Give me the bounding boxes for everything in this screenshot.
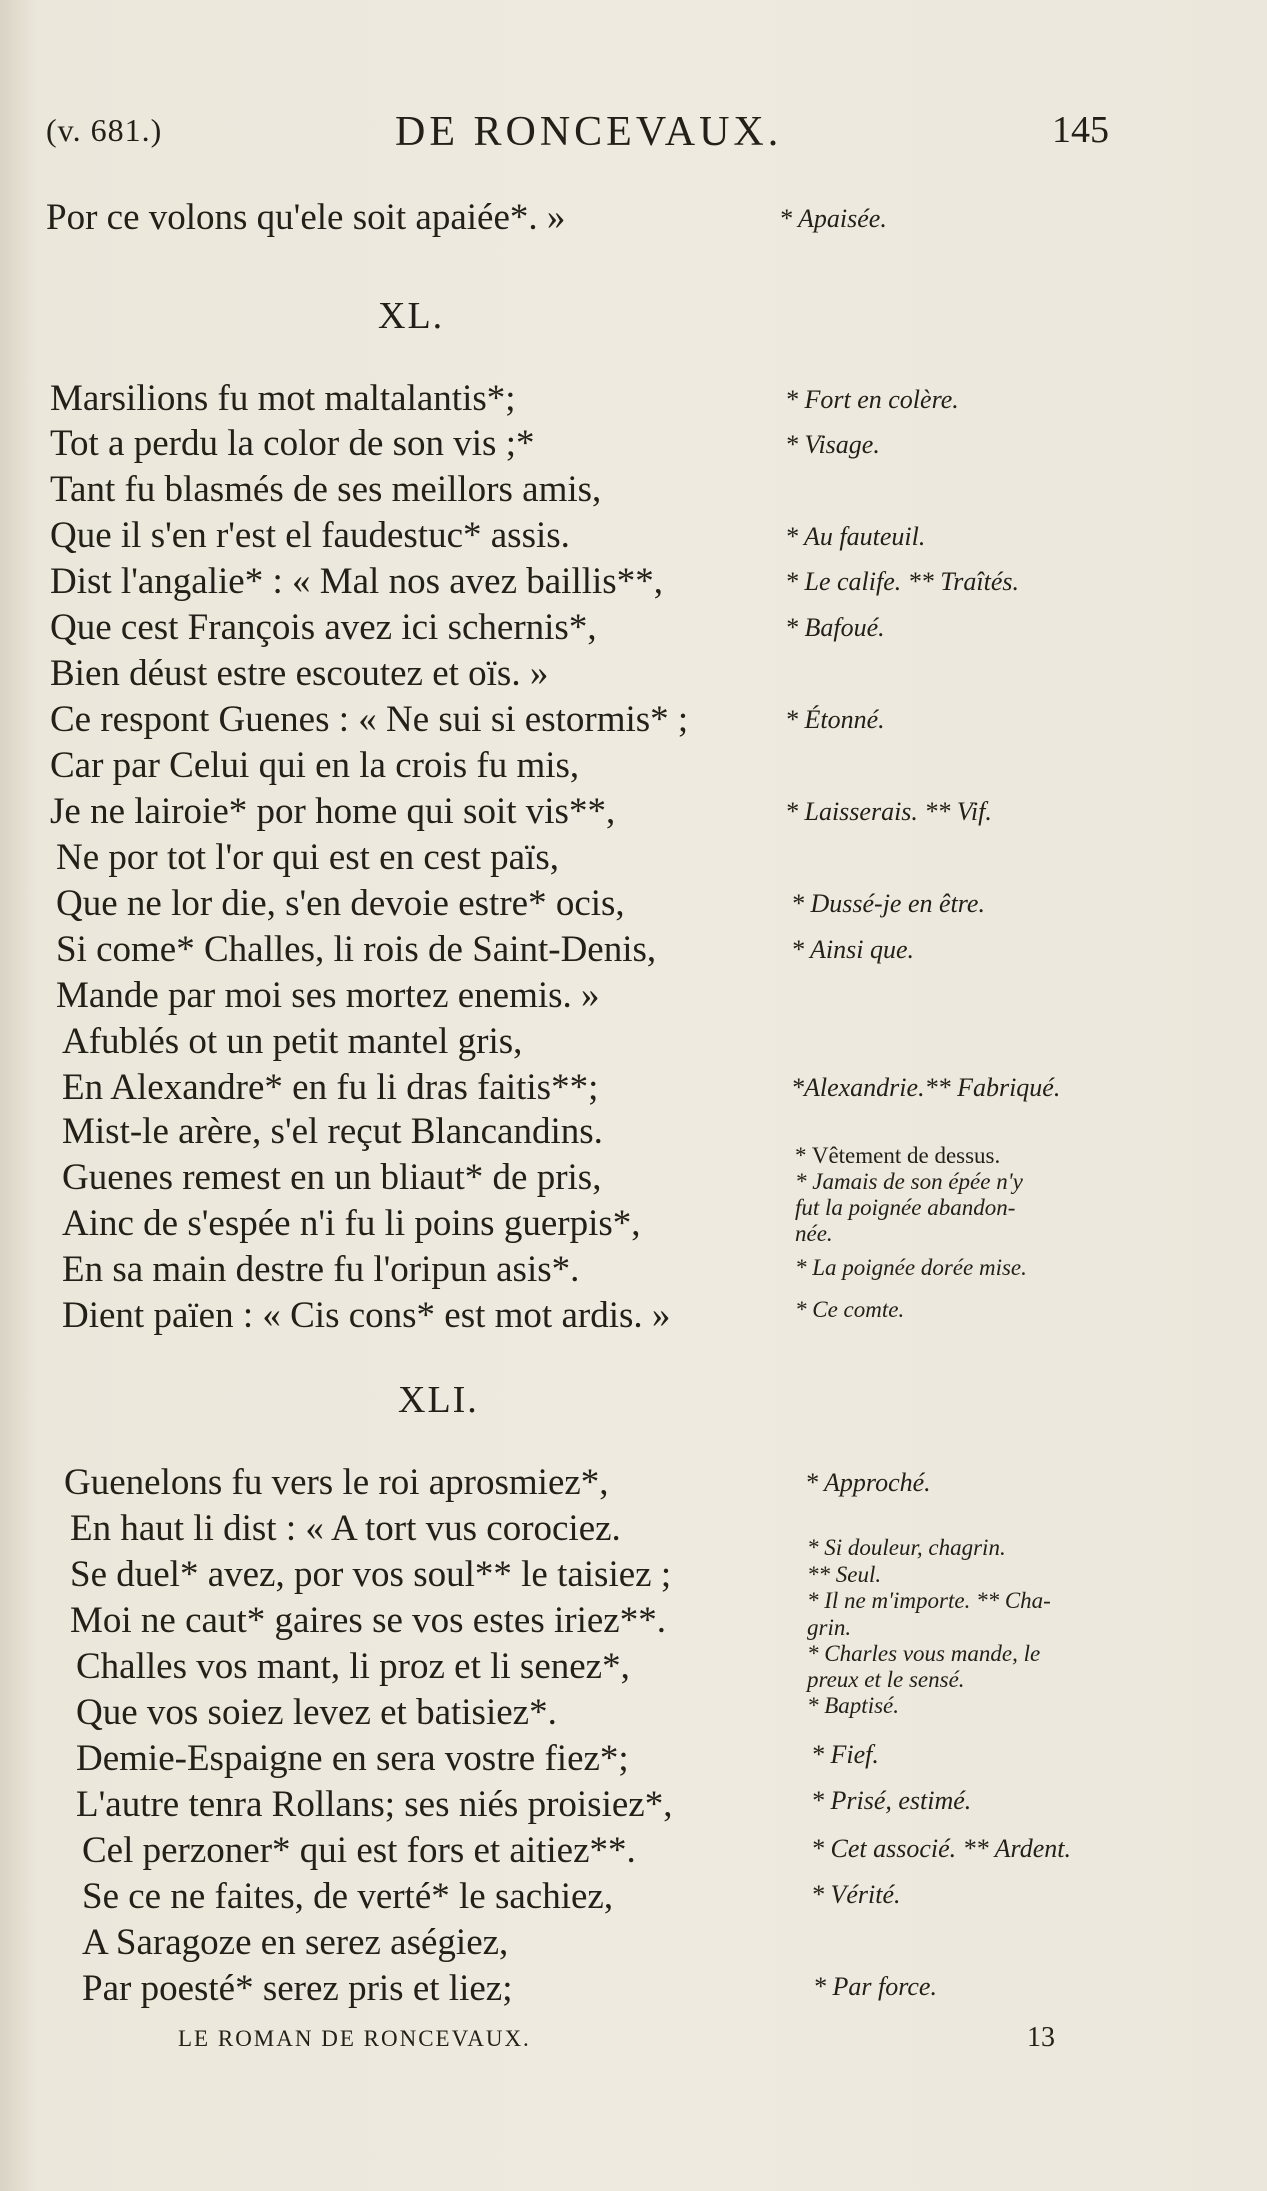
verse-line: Ainc de s'espée n'i fu li poins guerpis*, xyxy=(62,1203,641,1244)
gloss-note: preux et le sensé. xyxy=(807,1667,965,1692)
verse-line: Marsilions fu mot maltalantis*; xyxy=(50,378,516,419)
verse-line: En haut li dist : « A tort vus corociez. xyxy=(70,1508,621,1549)
verse-line: Tot a perdu la color de son vis ;* xyxy=(50,423,535,464)
gloss-note: * Charles vous mande, le xyxy=(807,1641,1041,1666)
verse-line: Se duel* avez, por vos soul** le taisiez ; xyxy=(70,1554,672,1595)
verse-line: Demie-Espaigne en sera vostre fiez*; xyxy=(76,1738,629,1779)
gloss-note: * Vêtement de dessus. xyxy=(795,1143,1001,1168)
gloss-note: * Baptisé. xyxy=(807,1693,899,1718)
gloss-note: * Étonné. xyxy=(785,705,885,734)
gloss-note: ** Seul. xyxy=(807,1562,882,1587)
verse-line: Que vos soiez levez et batisiez*. xyxy=(76,1692,557,1733)
verse-line: Moi ne caut* gaires se vos estes iriez**. xyxy=(70,1600,666,1641)
gloss-note: * Il ne m'importe. ** Cha- xyxy=(807,1588,1051,1613)
gloss-note: * Ainsi que. xyxy=(791,935,915,964)
gloss-note: * Vérité. xyxy=(811,1880,901,1909)
gloss-note: * Cet associé. ** Ardent. xyxy=(811,1834,1071,1863)
verse-line: Que cest François avez ici schernis*, xyxy=(50,607,597,648)
verse-line: Tant fu blasmés de ses meillors amis, xyxy=(50,469,602,510)
verse-line: Cel perzoner* qui est fors et aitiez**. xyxy=(82,1830,636,1871)
header-verse-range: (v. 681.) xyxy=(46,112,163,148)
verse-line: Dist l'angalie* : « Mal nos avez baillis**, xyxy=(50,561,663,602)
header-running-title: DE RONCEVAUX. xyxy=(395,109,783,155)
header-page-number: 145 xyxy=(1052,109,1109,151)
gloss-note: * Laisserais. ** Vif. xyxy=(785,797,992,826)
verse-line: En Alexandre* en fu li dras faitis**; xyxy=(62,1067,599,1108)
verse-line: Par poesté* serez pris et liez; xyxy=(82,1968,513,2009)
gloss-note: fut la poignée abandon- xyxy=(795,1195,1016,1220)
verse-line: Que ne lor die, s'en devoie estre* ocis, xyxy=(56,883,625,924)
verse-line: En sa main destre fu l'oripun asis*. xyxy=(62,1249,580,1290)
gloss-note: * Bafoué. xyxy=(785,613,885,642)
verse-line: Ce respont Guenes : « Ne sui si estormis* ; xyxy=(50,699,689,740)
gloss-note: * Fief. xyxy=(811,1740,879,1769)
gloss-note: * Au fauteuil. xyxy=(785,522,926,551)
gloss-note: * Jamais de son épée n'y xyxy=(795,1169,1023,1194)
verse-line: Que il s'en r'est el faudestuc* assis. xyxy=(50,515,570,556)
gloss-note: * Par force. xyxy=(813,1972,937,2001)
gloss-note: * La poignée dorée mise. xyxy=(795,1255,1027,1280)
gloss-note: * Prisé, estimé. xyxy=(811,1786,972,1815)
verse-line: Car par Celui qui en la crois fu mis, xyxy=(50,745,580,786)
gloss-note: * Visage. xyxy=(785,430,880,459)
verse-line: Guenelons fu vers le roi aprosmiez*, xyxy=(64,1462,609,1503)
gloss-note: *Alexandrie.** Fabriqué. xyxy=(791,1073,1061,1102)
verse-line: Bien déust estre escoutez et oïs. » xyxy=(50,653,549,694)
gloss-note: née. xyxy=(795,1221,833,1246)
gloss-note: * Si douleur, chagrin. xyxy=(807,1535,1006,1560)
verse-line: Je ne lairoie* por home qui soit vis**, xyxy=(50,791,616,832)
verse-line: Afublés ot un petit mantel gris, xyxy=(62,1021,523,1062)
gloss-note: * Le calife. ** Traîtés. xyxy=(785,567,1019,596)
footer-book-title: LE ROMAN DE RONCEVAUX. xyxy=(178,2026,531,2051)
gloss-note: grin. xyxy=(807,1615,852,1640)
verse-line: Dient païen : « Cis cons* est mot ardis. » xyxy=(62,1295,671,1336)
section-heading-xli: XLI. xyxy=(398,1379,479,1421)
gloss-note: * Ce comte. xyxy=(795,1297,905,1322)
verse-line: Mist-le arère, s'el reçut Blancandins. xyxy=(62,1111,603,1152)
verse-line: Si come* Challes, li rois de Saint-Denis, xyxy=(56,929,657,970)
verse-line: Se ce ne faites, de verté* le sachiez, xyxy=(82,1876,614,1917)
gloss-note: * Dussé-je en être. xyxy=(791,889,985,918)
section-heading-xl: XL. xyxy=(378,295,445,337)
verse-line: Challes vos mant, li proz et li senez*, xyxy=(76,1646,630,1687)
footer-signature-mark: 13 xyxy=(1027,2022,1055,2053)
gloss-note: * Apaisée. xyxy=(779,204,887,233)
verse-line: A Saragoze en serez aségiez, xyxy=(82,1922,509,1963)
gloss-note: * Fort en colère. xyxy=(785,385,959,414)
gloss-note: * Approché. xyxy=(805,1468,931,1497)
verse-line: Ne por tot l'or qui est en cest païs, xyxy=(56,837,559,878)
verse-line: Por ce volons qu'ele soit apaiée*. » xyxy=(46,197,566,238)
verse-line: Mande par moi ses mortez enemis. » xyxy=(56,975,600,1016)
verse-line: L'autre tenra Rollans; ses niés proisiez*, xyxy=(76,1784,673,1825)
verse-line: Guenes remest en un bliaut* de pris, xyxy=(62,1157,602,1198)
